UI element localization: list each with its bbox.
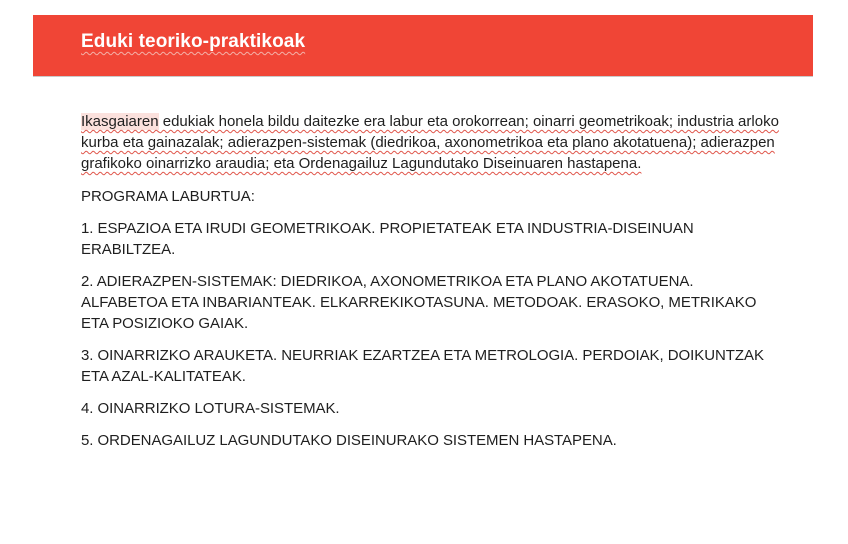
intro-paragraph [81, 111, 781, 174]
intro-body-text: edukiak honela bildu daitezke era labur eta orokorrean; oinarri geometrikoak; industria arloko kurba eta gainazalak; adierazpen-sistemak (diedrikoa, axonometrikoa eta plano akotatuena); adierazpen grafikoko oinarrizko araudia; eta [81, 113, 779, 172]
program-item-3: 3. OINARRIZKO ARAUKETA. NEURRIAK EZARTZEA ETA METROLOGIA. PERDOIAK, DOIKUNTZAK ETA AZAL-KALITATEAK. [81, 347, 764, 385]
intro-first-word: Ikasgaiaren [81, 113, 159, 130]
program-heading: PROGRAMA LABURTUA: [81, 188, 255, 205]
program-item-4: 4. OINARRIZKO LOTURA-SISTEMAK. [81, 400, 340, 417]
program-item-2: 2. ADIERAZPEN-SISTEMAK: DIEDRIKOA, AXONOMETRIKOA ETA PLANO AKOTATUENA. ALFABETOA ETA INBARIANTEAK. ELKARREKIKOTASUNA. METODOAK. ERASOKO, METRIKAKO ETA POSIZIOKO GAIAK. [81, 273, 757, 332]
section-header-bar [33, 15, 813, 76]
section-title: Eduki teoriko-praktikoak [81, 31, 306, 52]
program-item-5: 5. ORDENAGAILUZ LAGUNDUTAKO DISEINURAKO SISTEMEN HASTAPENA. [81, 432, 617, 449]
intro-closing-text: Ordenagailuz Lagundutako Diseinuaren hastapena. [298, 155, 642, 172]
document-body [81, 111, 781, 451]
program-item-1: 1. ESPAZIOA ETA IRUDI GEOMETRIKOAK. PROPIETATEAK ETA INDUSTRIA-DISEINUAN ERABILTZEA. [81, 220, 694, 258]
